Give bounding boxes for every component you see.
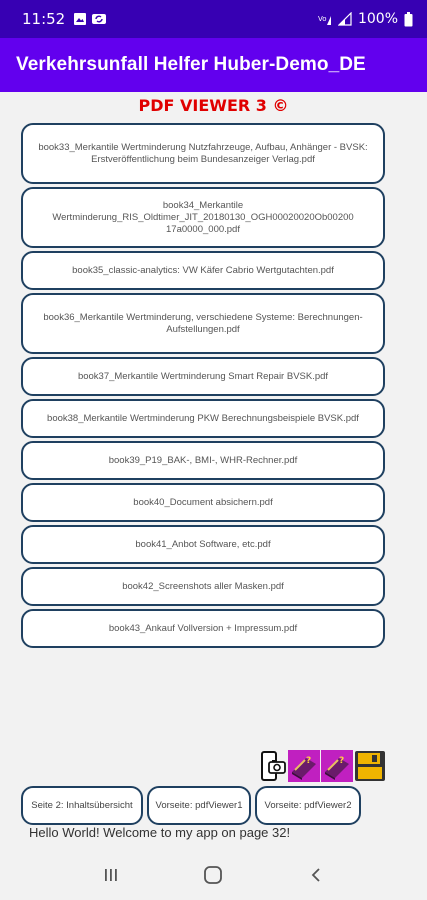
image-icon	[73, 12, 87, 26]
book-icon[interactable]	[321, 750, 353, 782]
book-button-39[interactable]: book39_P19_BAK-, BMI-, WHR-Rechner.pdf	[21, 441, 385, 480]
phone-camera-icon[interactable]	[255, 750, 287, 782]
book-button-37[interactable]: book37_Merkantile Wertminderung Smart Repair BVSK.pdf	[21, 357, 385, 396]
book-button-41[interactable]: book41_Anbot Software, etc.pdf	[21, 525, 385, 564]
book-button-34[interactable]: book34_Merkantile Wertminderung_RIS_Oldtimer_JIT_20180130_OGH00020020Ob00200 17a0000_000.pdf	[21, 187, 385, 248]
pdf-viewer-title: PDF VIEWER 3 ©	[138, 96, 289, 115]
back-icon	[307, 866, 325, 884]
status-bar	[0, 0, 427, 38]
status-time: 11:52	[22, 10, 66, 28]
system-navigation-bar	[0, 850, 427, 900]
status-right	[318, 11, 413, 27]
book-button-38[interactable]: book38_Merkantile Wertminderung PKW Berechnungsbeispiele BVSK.pdf	[21, 399, 385, 438]
battery-icon	[404, 12, 413, 27]
recent-apps-icon	[102, 866, 120, 884]
book-button-35[interactable]: book35_classic-analytics: VW Käfer Cabrio Wertgutachten.pdf	[21, 251, 385, 290]
pdfviewer1-button[interactable]: Vorseite: pdfViewer1	[147, 786, 251, 825]
book-button-40[interactable]: book40_Document absichern.pdf	[21, 483, 385, 522]
signal-icon	[338, 12, 352, 26]
pdfviewer2-button[interactable]: Vorseite: pdfViewer2	[255, 786, 361, 825]
hello-text: Hello World! Welcome to my app on page 32!	[29, 825, 291, 840]
toolbar-icons	[255, 750, 386, 782]
app-title: Verkehrsunfall Helfer Huber-Demo_DE	[16, 54, 366, 75]
bottom-buttons	[21, 786, 361, 825]
book-icon[interactable]	[288, 750, 320, 782]
wifi-calling-icon	[318, 12, 332, 26]
svg-text:?: ?	[306, 756, 312, 766]
svg-text:?: ?	[339, 756, 345, 766]
book-list	[21, 123, 385, 651]
book-button-36[interactable]: book36_Merkantile Wertminderung, verschiedene Systeme: Berechnungen-Aufstellungen.pdf	[21, 293, 385, 354]
book-button-42[interactable]: book42_Screenshots aller Masken.pdf	[21, 567, 385, 606]
recent-apps-button[interactable]	[97, 861, 125, 889]
status-left-icons	[73, 12, 107, 26]
book-button-43[interactable]: book43_Ankauf Vollversion + Impressum.pdf	[21, 609, 385, 648]
svg-text:Vo: Vo	[317, 15, 327, 23]
table-of-contents-button[interactable]: Seite 2: Inhaltsübersicht	[21, 786, 143, 825]
battery-percentage: 100%	[357, 11, 398, 27]
sync-icon	[91, 12, 107, 26]
save-icon[interactable]	[354, 750, 386, 782]
book-button-33[interactable]: book33_Merkantile Wertminderung Nutzfahrzeuge, Aufbau, Anhänger - BVSK: Erstveröffentlichung beim Bundesanzeiger Verlag.pdf	[21, 123, 385, 184]
home-button[interactable]	[199, 861, 227, 889]
home-icon	[203, 865, 223, 885]
app-bar	[0, 38, 427, 92]
back-button[interactable]	[302, 861, 330, 889]
